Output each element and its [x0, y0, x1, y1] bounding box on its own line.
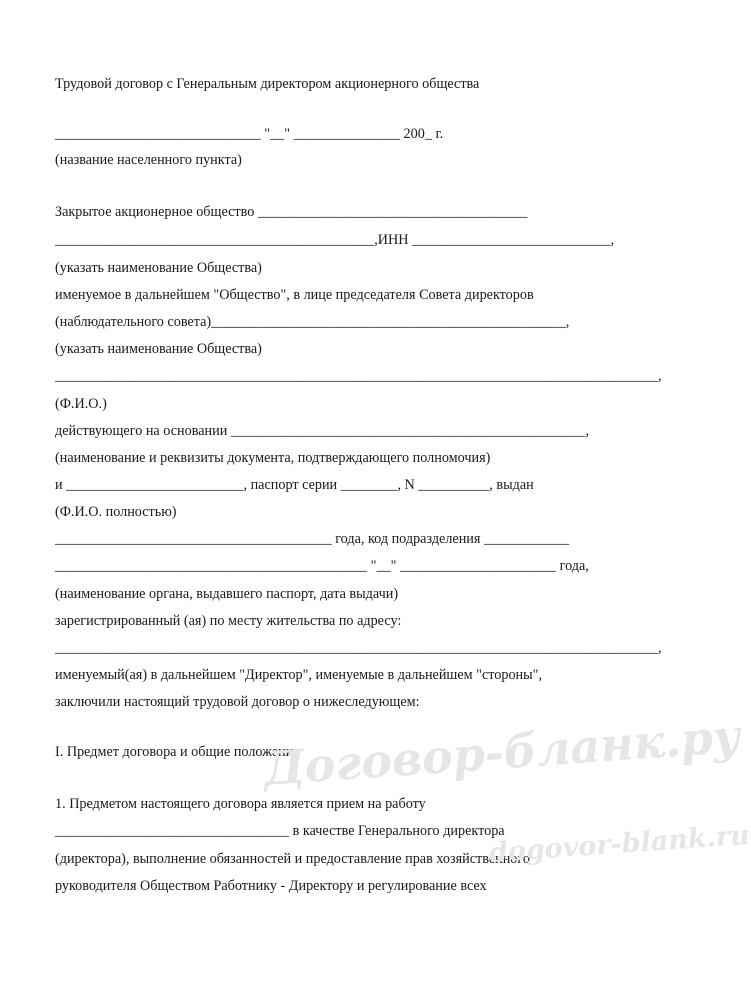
text-line: _____________________________________________,ИНН ____________________________, — [55, 232, 615, 248]
text-line: (наименование органа, выдавшего паспорт, дата выдачи) — [55, 586, 399, 602]
text-line: действующего на основании __________________________________________________, — [55, 423, 590, 439]
text-line: _____________________________________________________________________________________, — [55, 368, 662, 384]
text-line: (название населенного пункта) — [55, 152, 242, 168]
text-line: (директора), выполнение обязанностей и предоставление прав хозяйственного — [55, 851, 530, 867]
text-line: (Ф.И.О. полностью) — [55, 504, 177, 520]
text-line: (Ф.И.О.) — [55, 396, 107, 412]
text-line: (указать наименование Общества) — [55, 260, 262, 276]
text-line: _________________________________ в качестве Генерального директора — [55, 823, 505, 839]
text-line: именуемый(ая) в дальнейшем "Директор", именуемые в дальнейшем "стороны", — [55, 667, 543, 683]
watermark-logo: Договор-бланк.ру — [262, 708, 742, 796]
text-line: 1. Предметом настоящего договора является прием на работу — [55, 796, 426, 812]
text-line: и _________________________, паспорт серии ________, N __________, выдан — [55, 477, 534, 493]
text-line: (наименование и реквизиты документа, подтверждающего полномочия) — [55, 450, 491, 466]
watermark-url: dogovor-blank.ru — [488, 819, 751, 869]
text-line: руководителя Обществом Работнику - Директору и регулирование всех — [55, 878, 487, 894]
text-line: именуемое в дальнейшем "Общество", в лице председателя Совета директоров — [55, 287, 534, 303]
document-title: Трудовой договор с Генеральным директором акционерного общества — [55, 76, 480, 92]
text-line: ____________________________________________ "__" ______________________ года, — [55, 558, 589, 574]
text-line: _____________________________________________________________________________________, — [55, 640, 662, 656]
text-line: зарегистрированный (ая) по месту жительства по адресу: — [55, 613, 402, 629]
text-line: (наблюдательного совета)__________________________________________________, — [55, 314, 570, 330]
section-heading: I. Предмет договора и общие положения — [55, 744, 300, 760]
text-line: заключили настоящий трудовой договор о нижеследующем: — [55, 694, 420, 710]
text-line: (указать наименование Общества) — [55, 341, 262, 357]
text-line: _______________________________________ года, код подразделения ____________ — [55, 531, 570, 547]
text-line: Закрытое акционерное общество ______________________________________ — [55, 204, 528, 220]
text-line: _____________________________ "__" _______________ 200_ г. — [55, 126, 444, 142]
